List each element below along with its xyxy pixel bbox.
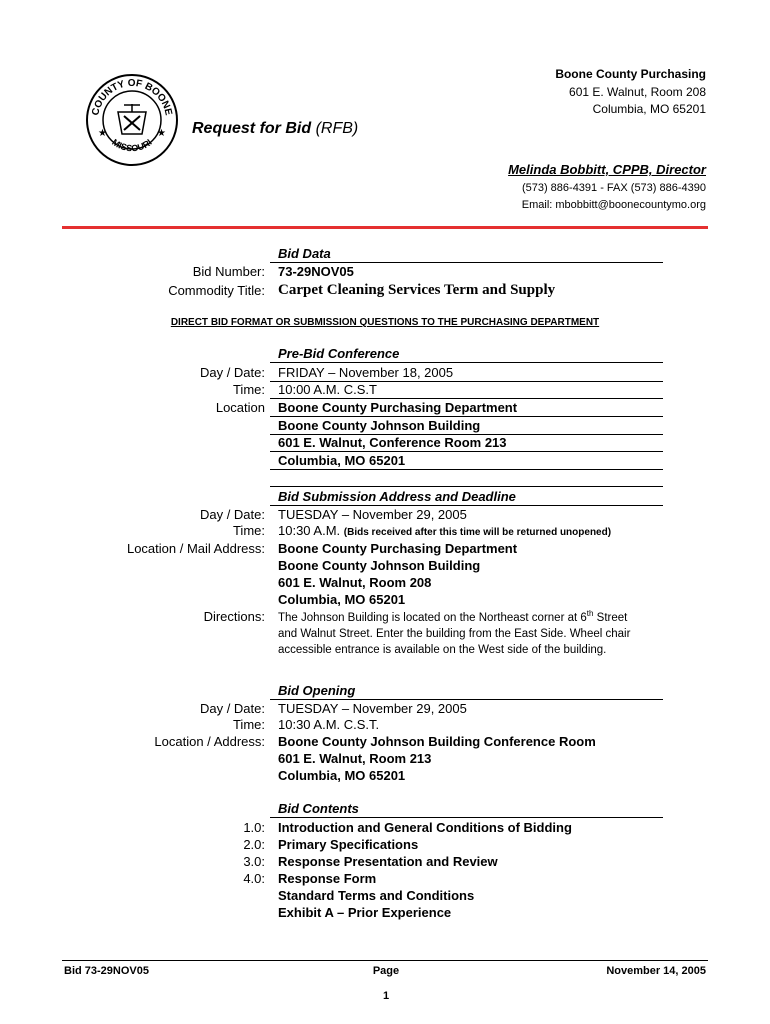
prebid-rule-loc3 — [270, 451, 663, 452]
prebid-time: 10:00 A.M. C.S.T — [278, 382, 377, 397]
submission-location-2: Boone County Johnson Building — [278, 558, 481, 573]
contents-num-4: 4.0: — [243, 871, 265, 886]
org-address-line2: Columbia, MO 65201 — [592, 102, 706, 116]
submission-rule — [270, 505, 663, 506]
submission-time-value: 10:30 A.M. — [278, 523, 341, 538]
submission-location-3: 601 E. Walnut, Room 208 — [278, 575, 432, 590]
contents-num-3: 3.0: — [243, 854, 265, 869]
directive-note: DIRECT BID FORMAT OR SUBMISSION QUESTIONS TO THE PURCHASING DEPARTMENT — [170, 317, 600, 328]
submission-location-4: Columbia, MO 65201 — [278, 592, 406, 607]
bid-data-rule — [270, 262, 663, 263]
prebid-rule-loc4 — [270, 469, 663, 470]
svg-text:MISSOURI — [110, 137, 154, 153]
bid-data-title: Bid Data — [278, 246, 331, 261]
commodity-label: Commodity Title: — [168, 283, 265, 298]
opening-location-1: Boone County Johnson Building Conference Room — [278, 734, 596, 749]
opening-location-3: Columbia, MO 65201 — [278, 768, 406, 783]
directions-pre: The Johnson Building is located on the Northeast corner at 6 — [278, 611, 587, 624]
prebid-day-label: Day / Date: — [199, 365, 265, 380]
prebid-rule-loc1 — [270, 416, 663, 417]
org-name: Boone County Purchasing — [555, 67, 706, 81]
submission-time-note: (Bids received after this time will be returned unopened) — [343, 527, 612, 538]
prebid-day: FRIDAY – November 18, 2005 — [278, 365, 454, 380]
county-seal-logo — [84, 72, 180, 168]
contents-rule — [270, 817, 663, 818]
footer-page-label: Page — [372, 965, 400, 977]
contents-num-2: 2.0: — [243, 837, 265, 852]
document-title — [192, 120, 358, 138]
submission-title: Bid Submission Address and Deadline — [278, 489, 516, 504]
contents-item-6: Exhibit A – Prior Experience — [278, 905, 452, 920]
submission-time — [278, 523, 611, 538]
org-address-line1: 601 E. Walnut, Room 208 — [569, 85, 706, 99]
contents-item-2: Primary Specifications — [278, 837, 419, 852]
prebid-location-label: Location — [215, 400, 265, 415]
prebid-rule — [270, 362, 663, 363]
directions-post: Street and Walnut Street. Enter the building from the East Side. Wheel chair accessible entrance is available on the West side of the building. — [278, 611, 631, 656]
contents-item-5: Standard Terms and Conditions — [278, 888, 475, 903]
prebid-rule-time — [270, 398, 663, 399]
prebid-location-2: Boone County Johnson Building — [278, 418, 481, 433]
director-name: Melinda Bobbitt, CPPB, Director — [508, 162, 706, 177]
commodity-title: Carpet Cleaning Services Term and Supply — [278, 282, 556, 298]
svg-text:★: ★ — [98, 128, 107, 139]
opening-day-label: Day / Date: — [199, 701, 265, 716]
submission-top-rule — [270, 486, 663, 487]
contents-item-4: Response Form — [278, 871, 377, 886]
opening-rule — [270, 699, 663, 700]
header-divider — [62, 226, 708, 229]
bid-number-label: Bid Number: — [192, 264, 265, 279]
footer-page-number: 1 — [382, 990, 390, 1002]
prebid-location-3: 601 E. Walnut, Conference Room 213 — [278, 435, 507, 450]
footer-divider — [62, 960, 708, 961]
directions-text — [278, 606, 648, 658]
svg-text:★: ★ — [157, 128, 166, 139]
contents-title: Bid Contents — [278, 801, 359, 816]
submission-day-label: Day / Date: — [199, 507, 265, 522]
opening-location-label: Location / Address: — [154, 734, 265, 749]
prebid-location-1: Boone County Purchasing Department — [278, 400, 518, 415]
submission-time-label: Time: — [232, 523, 265, 538]
bid-number: 73-29NOV05 — [278, 264, 354, 279]
contents-item-3: Response Presentation and Review — [278, 854, 498, 869]
submission-day: TUESDAY – November 29, 2005 — [278, 507, 467, 522]
contents-item-1: Introduction and General Conditions of Bidding — [278, 820, 572, 835]
directions-sup: th — [586, 609, 594, 618]
email: Email: mbobbitt@boonecountymo.org — [521, 199, 706, 211]
opening-location-2: 601 E. Walnut, Room 213 — [278, 751, 432, 766]
prebid-location-4: Columbia, MO 65201 — [278, 453, 406, 468]
footer-bid-ref: Bid 73-29NOV05 — [64, 965, 149, 977]
seal-bottom-text: MISSOURI — [110, 137, 154, 154]
contents-num-1: 1.0: — [243, 820, 265, 835]
opening-title: Bid Opening — [278, 683, 356, 698]
submission-location-label: Location / Mail Address: — [126, 541, 265, 556]
footer-date: November 14, 2005 — [606, 965, 706, 977]
prebid-title: Pre-Bid Conference — [278, 346, 400, 361]
contact-block — [522, 180, 706, 214]
title-paren: (RFB) — [315, 120, 359, 137]
directions-label: Directions: — [203, 609, 265, 624]
seal-top-text: COUNTY OF BOONE — [90, 77, 174, 117]
submission-location-1: Boone County Purchasing Department — [278, 541, 518, 556]
title-main: Request for Bid — [192, 120, 312, 137]
prebid-time-label: Time: — [232, 382, 265, 397]
opening-time-label: Time: — [232, 717, 265, 732]
phone-fax: (573) 886-4391 - FAX (573) 886-4390 — [521, 182, 706, 194]
opening-day: TUESDAY – November 29, 2005 — [278, 701, 467, 716]
opening-time: 10:30 A.M. C.S.T. — [278, 717, 380, 732]
